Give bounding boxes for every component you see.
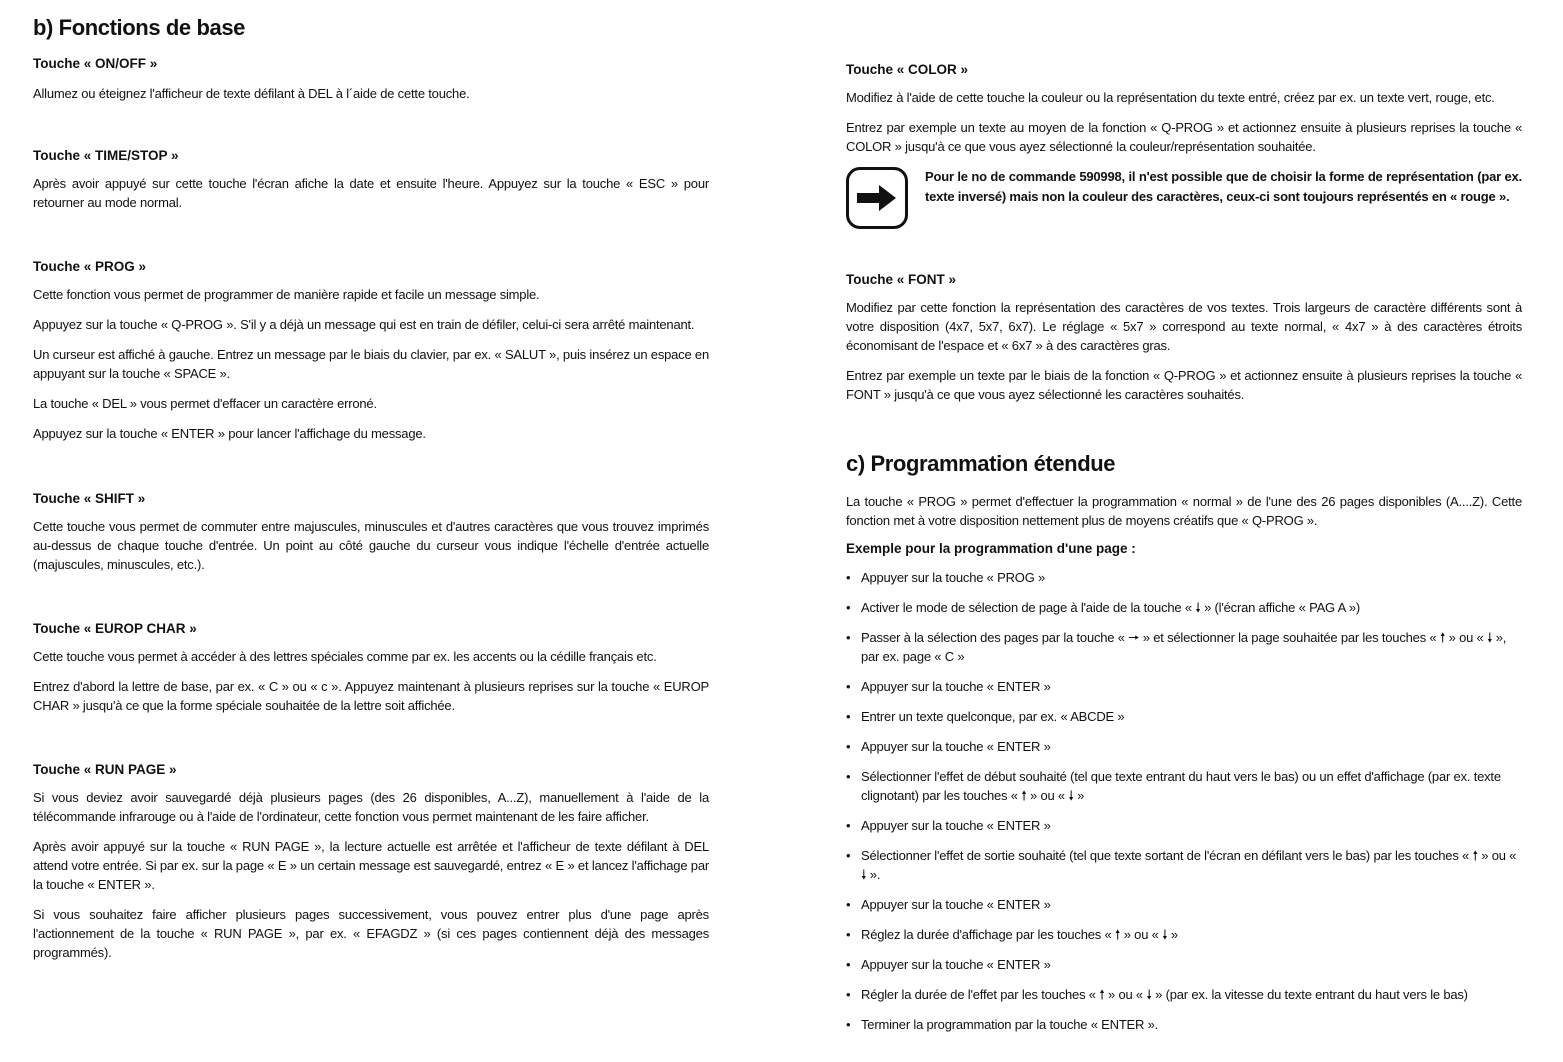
- heading-color: Touche « COLOR »: [846, 62, 969, 77]
- block-shift: [33, 491, 709, 585]
- paragraph: Entrez d'abord la lettre de base, par ex. « C » ou « c ». Appuyez maintenant à plusieurs reprises sur la touche « EUROP CHAR » jusqu'à ce que la forme spéciale souhaitée de la lettre soit affichée.: [33, 679, 709, 713]
- arrow-right-icon-svg: [857, 184, 897, 212]
- block-color: [846, 62, 1522, 229]
- heading-europ-char: Touche « EUROP CHAR »: [33, 621, 197, 636]
- note-text: Pour le no de commande 590998, il n'est possible que de choisir la forme de représentation (par ex. texte inversé) mais non la couleur des caractères, ceux-ci sont toujours représentés en « rouge ».: [925, 169, 1522, 204]
- section-title-basic-functions: b) Fonctions de base: [33, 15, 246, 40]
- heading-run-page: Touche « RUN PAGE »: [33, 762, 177, 777]
- paragraph: Cette touche vous permet à accéder à des lettres spéciales comme par ex. les accents ou la cédille français etc.: [33, 649, 657, 664]
- list-item: • Appuyer sur la touche « ENTER »: [846, 737, 1522, 756]
- heading-time-stop: Touche « TIME/STOP »: [33, 148, 179, 163]
- paragraph: Entrez par exemple un texte au moyen de la fonction « Q-PROG » et actionnez ensuite à plusieurs reprises la touche « COLOR » jusqu'à ce que vous ayez sélectionné la couleur/représentation souhaitée.: [846, 120, 1522, 154]
- list-item: • Activer le mode de sélection de page à l'aide de la touche « 🠗 » (l'écran affiche « PAG A »): [846, 598, 1522, 617]
- block-prog: [33, 259, 709, 454]
- heading-prog: Touche « PROG »: [33, 259, 147, 274]
- section-title-extended-programming: c) Programmation étendue: [846, 451, 1116, 476]
- paragraph: Si vous deviez avoir sauvegardé déjà plusieurs pages (des 26 disponibles, A...Z), manuellement à l'aide de la télécommande infrarouge ou à l'aide de l'ordinateur, cette fonction vous permet maintenant de les faire afficher.: [33, 790, 709, 824]
- paragraph: Modifiez à l'aide de cette touche la couleur ou la représentation du texte entré, créez par ex. un texte vert, rouge, etc.: [846, 90, 1495, 105]
- paragraph: Si vous souhaitez faire afficher plusieurs pages successivement, vous pouvez entrer plus d'une page après l'actionnement de la touche « RUN PAGE », par ex. « EFAGDZ » (si ces pages contiennent déjà des messages programmés).: [33, 907, 709, 960]
- list-item: • Régler la durée de l'effet par les touches « 🠕 » ou « 🠗 » (par ex. la vitesse du texte entrant du haut vers le bas): [846, 985, 1522, 1004]
- list-item: • Appuyer sur la touche « ENTER »: [846, 955, 1522, 974]
- note-box: [846, 167, 1522, 229]
- paragraph: Cette fonction vous permet de programmer de manière rapide et facile un message simple.: [33, 287, 540, 302]
- heading-on-off: Touche « ON/OFF »: [33, 56, 158, 71]
- paragraph: Cette touche vous permet de commuter entre majuscules, minuscules et d'autres caractères que vous trouvez imprimés au-dessus de chaque touche d'entrée. Un point au côté gauche du curseur vous indique l'échelle d'entrée actuelle (majuscules, minuscules, etc.).: [33, 519, 709, 572]
- heading-font: Touche « FONT »: [846, 272, 957, 287]
- block-font: [846, 272, 1522, 415]
- block-on-off: [33, 56, 709, 114]
- paragraph: Entrez par exemple un texte par le biais de la fonction « Q-PROG » et actionnez ensuite à plusieurs reprises la touche « FONT » jusqu'à ce que vous ayez sélectionné les caractères souhaités.: [846, 368, 1522, 402]
- paragraph: Modifiez par cette fonction la représentation des caractères de vos textes. Trois largeurs de caractère différents sont à votre disposition (4x7, 5x7, 6x7). Le réglage « 5x7 » correspond au texte normal, « 4x7 » à des caractères étroits économisant de l'espace et « 6x7 » à des caractères gras.: [846, 300, 1522, 353]
- steps-list: [846, 568, 1522, 1034]
- block-run-page: [33, 762, 709, 973]
- list-item: • Passer à la sélection des pages par la touche « 🠖 » et sélectionner la page souhaitée par les touches « 🠕 » ou « 🠗 », par ex. page « C »: [846, 628, 1522, 666]
- example-title: Exemple pour la programmation d'une page :: [846, 541, 1136, 556]
- list-item: • Appuyer sur la touche « ENTER »: [846, 677, 1522, 696]
- paragraph: Appuyez sur la touche « ENTER » pour lancer l'affichage du message.: [33, 426, 426, 441]
- paragraph: Un curseur est affiché à gauche. Entrez un message par le biais du clavier, par ex. « SALUT », puis insérez un espace en appuyant sur la touche « SPACE ».: [33, 347, 709, 381]
- paragraph: Appuyez sur la touche « Q-PROG ». S'il y a déjà un message qui est en train de défiler, celui-ci sera arrêté maintenant.: [33, 317, 695, 332]
- list-item: • Appuyer sur la touche « ENTER »: [846, 895, 1522, 914]
- paragraph: Après avoir appuyé sur la touche « RUN PAGE », la lecture actuelle est arrêtée et l'afficheur de texte défilant à DEL attend votre entrée. Si par ex. sur la page « E » un certain message est sauvegardé, entrez « E » et lancez l'affichage par la touche « ENTER ».: [33, 839, 709, 892]
- list-item: • Sélectionner l'effet de début souhaité (tel que texte entrant du haut vers le bas) ou un effet d'affichage (par ex. texte clignotant) par les touches « 🠕 » ou « 🠗 »: [846, 767, 1522, 805]
- list-item: • Terminer la programmation par la touche « ENTER ».: [846, 1015, 1522, 1034]
- paragraph: La touche « DEL » vous permet d'effacer un caractère erroné.: [33, 396, 377, 411]
- intro-paragraph: La touche « PROG » permet d'effectuer la programmation « normal » de l'une des 26 pages disponibles (A....Z). Cette fonction met à votre disposition nettement plus de moyens créatifs que « Q-PROG ».: [846, 494, 1522, 528]
- paragraph: Allumez ou éteignez l'afficheur de texte défilant à DEL à l´aide de cette touche.: [33, 86, 470, 101]
- heading-shift: Touche « SHIFT »: [33, 491, 146, 506]
- block-europ-char: [33, 621, 709, 726]
- list-item: • Entrer un texte quelconque, par ex. « ABCDE »: [846, 707, 1522, 726]
- list-item: • Sélectionner l'effet de sortie souhaité (tel que texte sortant de l'écran en défilant vers le bas) par les touches « 🠕 » ou « 🠗 ».: [846, 846, 1522, 884]
- list-item: • Appuyer sur la touche « PROG »: [846, 568, 1522, 587]
- paragraph: Après avoir appuyé sur cette touche l'écran afiche la date et ensuite l'heure. Appuyez sur la touche « ESC » pour retourner au mode normal.: [33, 176, 709, 210]
- block-extended: [846, 492, 1522, 1045]
- list-item: • Appuyer sur la touche « ENTER »: [846, 816, 1522, 835]
- block-time-stop: [33, 148, 709, 223]
- list-item: • Réglez la durée d'affichage par les touches « 🠕 » ou « 🠗 »: [846, 925, 1522, 944]
- arrow-right-icon: [846, 167, 908, 229]
